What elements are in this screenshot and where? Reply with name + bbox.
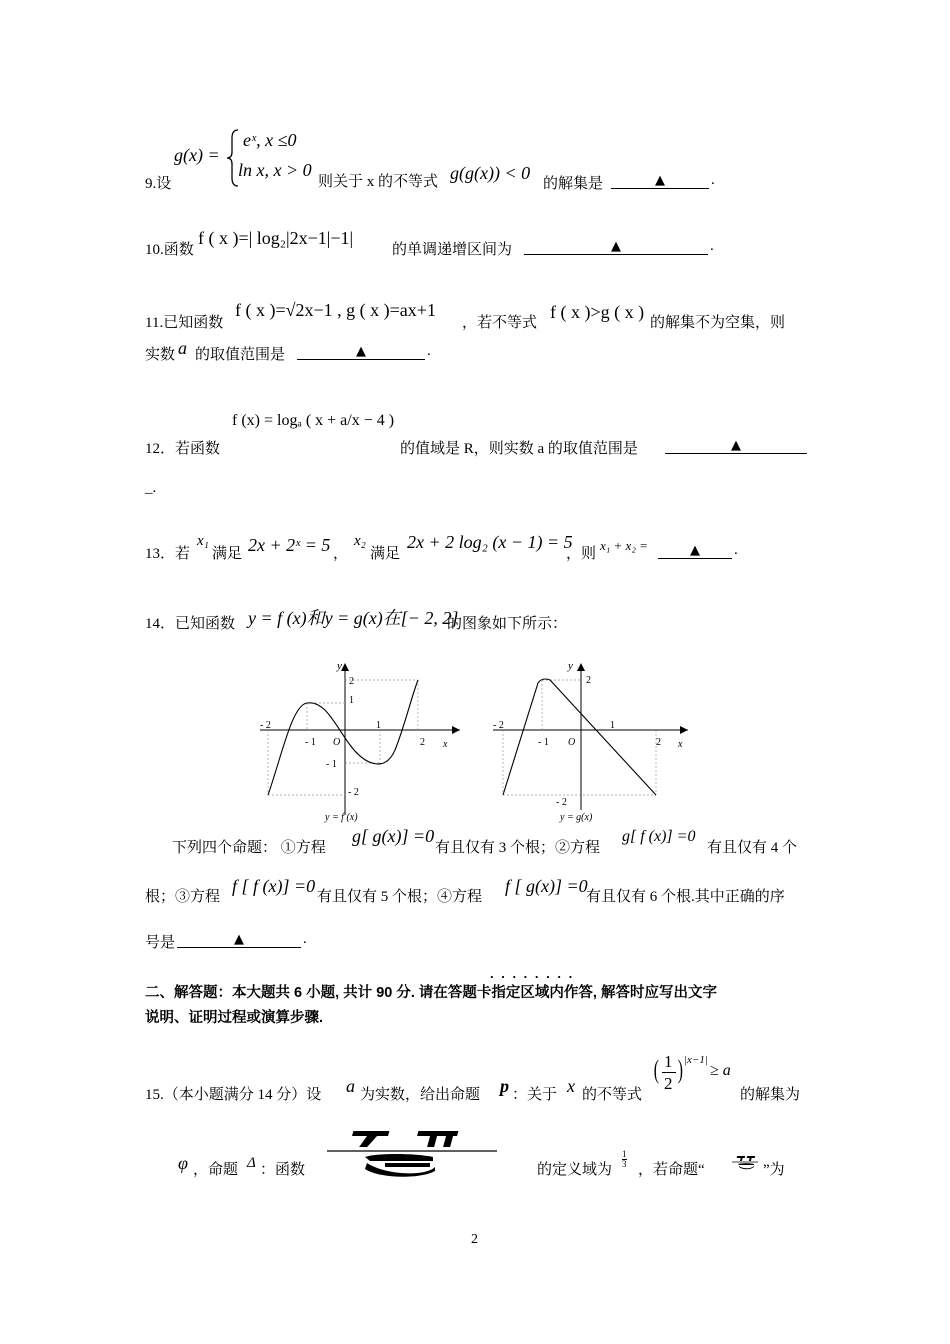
q15-mid2: ：关于 (512, 1087, 558, 1103)
q14-number: 14．已知函数 (145, 616, 236, 632)
q9-case2: ln x, x > 0 (238, 160, 312, 180)
tick-neg2-x: - 2 (260, 720, 271, 731)
q13-eq1: 2x + 2ˣ = 5 (248, 535, 331, 555)
frac-bar (662, 1072, 676, 1073)
q13-number: 13．若 (145, 546, 191, 562)
q14-p1-c: 有且仅有 4 个 (707, 840, 798, 856)
tick-1-x: 1 (376, 720, 381, 731)
graph-f (250, 655, 470, 825)
right-paren: ) (677, 1055, 683, 1084)
dashed-guides (503, 680, 656, 795)
q15-l2-d: ，若命题“ (638, 1162, 705, 1178)
tick-1-x: 1 (610, 720, 615, 731)
q9-number: 9.设 (145, 176, 172, 192)
y-label: y (568, 660, 573, 672)
q13-x1: x₁ (197, 533, 209, 549)
q15-phi: φ (178, 1153, 188, 1173)
q12-number: 12．若函数 (145, 441, 221, 457)
q15-l2-e: ”为 (763, 1162, 785, 1178)
tick-neg1-x: - 1 (538, 737, 549, 748)
q15-l2-a: ，命题 (193, 1162, 239, 1178)
left-paren: ( (653, 1055, 659, 1084)
q14-end: . (303, 931, 307, 947)
section-2-line1: 二、解答题：本大题共 6 小题, 共计 90 分. 请在答题卡指定区域内作答, 解答时应写出文字 (145, 985, 717, 1001)
q15-var-x: x (567, 1076, 575, 1096)
q15-tail: 的解集为 (740, 1087, 801, 1103)
section-2-line2: 说明、证明过程或演算步骤. (145, 1010, 324, 1026)
tick-2-y: 2 (586, 675, 591, 686)
q13-answer-blank[interactable] (658, 542, 732, 559)
tick-1-y: 1 (349, 695, 354, 706)
q14-p1-b: 有且仅有 3 个根；②方程 (435, 840, 601, 856)
q14-p2-eq1: f [ f (x)] =0 (232, 876, 316, 896)
q11-number: 11.已知函数 (145, 315, 224, 331)
q13-x2: x₂ (354, 533, 366, 549)
exponent: |x−1| (684, 1054, 708, 1066)
q9-inequality: g(g(x)) < 0 (450, 163, 531, 183)
origin-label: O (568, 737, 576, 748)
q15-small-graphic (730, 1153, 760, 1171)
page-number: 2 (471, 1232, 478, 1247)
q14-tail: 的图象如下所示： (447, 616, 568, 632)
q11-inequality: f ( x )>g ( x ) (550, 302, 645, 322)
q14-p2-c: 有且仅有 6 个根.其中正确的序 (586, 889, 785, 905)
q12-expression: f (x) = logₐ ( x + a/x − 4 ) (232, 412, 395, 429)
tick-2-y: 2 (349, 676, 354, 687)
q11-answer-blank[interactable] (297, 343, 425, 360)
q14-expression: y = f (x)和y = g(x)在[− 2, 2] (248, 608, 459, 628)
q14-p2-eq2: f [ g(x)] =0 (505, 876, 588, 896)
q11-line2-a: 实数 (145, 347, 176, 363)
graph-g-caption: y = g(x) (560, 812, 593, 823)
q9-lhs: g(x) = (174, 145, 220, 165)
graph-f-caption: y = f (x) (325, 812, 358, 823)
q12-line2: _. (145, 480, 157, 496)
q14-answer-blank[interactable] (177, 931, 301, 948)
triangle-icon: ▲ (690, 543, 700, 558)
q9-case1: eˣ, x ≤0 (243, 130, 297, 150)
q13-mid2: 满足 (370, 546, 401, 562)
q14-p1-a: 下列四个命题： ①方程 (172, 840, 326, 856)
y-axis-arrow-icon (577, 663, 585, 671)
q14-p2-a: 根；③方程 (145, 889, 221, 905)
q11-var-a: a (178, 338, 187, 358)
q15-var-a: a (346, 1076, 355, 1096)
x-axis-arrow-icon (680, 726, 688, 734)
q14-p2-b: 有且仅有 5 个根；④方程 (317, 889, 483, 905)
q10-end: . (710, 238, 714, 254)
q13-comma: ， (333, 546, 349, 562)
q12-answer-blank[interactable] (665, 437, 807, 454)
tick-neg2-y: - 2 (348, 787, 359, 798)
q10-number: 10.函数 (145, 242, 194, 258)
triangle-icon: ▲ (234, 932, 244, 947)
curve-g (503, 679, 656, 795)
q11-mid: ，若不等式 (462, 315, 538, 331)
x-axis-arrow-icon (452, 726, 460, 734)
q15-formula-graphic (325, 1125, 500, 1177)
geq-a: ≥ a (710, 1062, 731, 1079)
q9-tail: 的解集是 (543, 176, 604, 192)
q9-end: . (711, 172, 715, 188)
q15-small-fraction: 1 3 (622, 1149, 627, 1169)
tick-neg1-y: - 1 (326, 759, 337, 770)
q10-tail: 的单调递增区间为 (392, 242, 513, 258)
x-label: x (443, 739, 448, 750)
q15-mid1: 为实数，给出命题 (360, 1087, 481, 1103)
triangle-icon: ▲ (611, 239, 621, 254)
frac-num: 1 (664, 1052, 673, 1071)
q10-expression: f ( x )=| log₂|2x−1|−1| (198, 228, 354, 248)
dashed-guides (268, 680, 418, 795)
q14-p1-eq1: g[ g(x)] =0 (352, 826, 435, 846)
q14-p3-a: 号是 (145, 935, 176, 951)
q12-tail: 的值域是 R，则实数 a 的取值范围是 (400, 441, 638, 457)
triangle-icon: ▲ (731, 438, 741, 453)
q14-p1-eq2: g[ f (x)] =0 (622, 828, 696, 845)
q15-q-symbol: Δ (247, 1155, 256, 1171)
q15-number: 15.（本小题满分 14 分）设 (145, 1087, 322, 1103)
q9-mid: 则关于 x 的不等式 (318, 174, 439, 190)
q13-sum: x₁ + x₂ = (600, 538, 648, 553)
origin-label: O (333, 737, 341, 748)
y-axis-arrow-icon (341, 663, 349, 671)
q15-l2-b: ：函数 (260, 1162, 306, 1178)
tick-2-x: 2 (420, 737, 425, 748)
x-label: x (678, 739, 683, 750)
q11-tail: 的解集不为空集，则 (650, 315, 786, 331)
q11-line2-b: 的取值范围是 (195, 347, 286, 363)
q11-end: . (427, 343, 431, 359)
emphasis-dots: . . . . . . . . (490, 966, 575, 981)
tick-2-x: 2 (656, 737, 661, 748)
q11-expression: f ( x )=√2x−1 , g ( x )=ax+1 (235, 300, 436, 320)
q10-answer-blank[interactable] (524, 238, 708, 255)
q13-eq2: 2x + 2 log₂ (x − 1) = 5 (407, 532, 573, 552)
triangle-icon: ▲ (655, 173, 665, 188)
tick-neg1-x: - 1 (305, 737, 316, 748)
q13-end: . (734, 542, 738, 558)
q15-l2-c: 的定义域为 (537, 1162, 613, 1178)
tick-neg2-y: - 2 (556, 797, 567, 808)
q9-answer-blank[interactable] (611, 172, 709, 189)
curve-f (268, 680, 418, 795)
graph-g (488, 655, 698, 825)
triangle-icon: ▲ (356, 344, 366, 359)
q15-var-p: p (500, 1076, 509, 1096)
q15-inequality (652, 1050, 742, 1100)
y-label: y (337, 660, 342, 672)
tick-neg2-x: - 2 (493, 720, 504, 731)
q13-mid1: 满足 (212, 546, 243, 562)
frac-den: 2 (664, 1074, 673, 1093)
q13-tail: ，则 (566, 546, 597, 562)
q15-mid3: 的不等式 (582, 1087, 643, 1103)
